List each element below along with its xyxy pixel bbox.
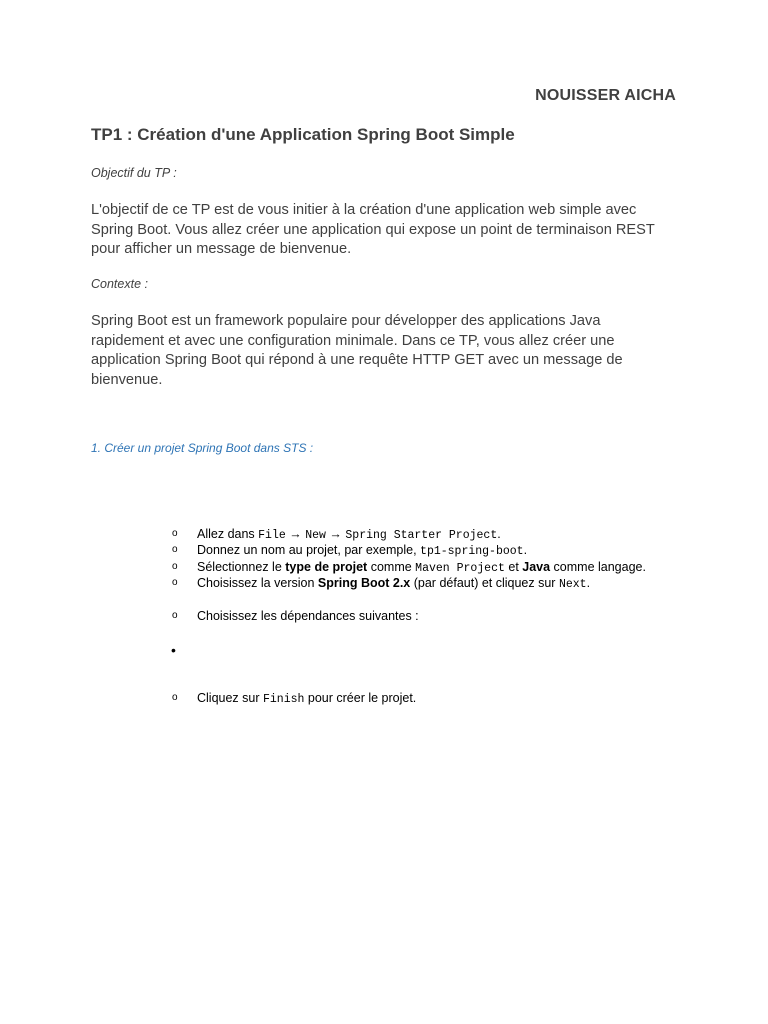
arrow-right-icon: → (285, 527, 306, 541)
list-item-empty (170, 642, 710, 658)
step-text: Donnez un nom au projet, par exemple, (197, 543, 421, 558)
project-name-code: tp1-spring-boot (420, 545, 524, 559)
step-text: Choisissez les dépendances suivantes : (197, 609, 419, 624)
maven-project-code: Maven Project (415, 561, 505, 575)
step-text: et (504, 559, 523, 574)
step-text: Choisissez la version (197, 575, 318, 590)
step-text: comme (367, 559, 416, 574)
arrow-right-icon: → (325, 527, 346, 541)
section-heading-1: 1. Créer un projet Spring Boot dans STS : (91, 441, 314, 455)
step-text: Cliquez sur (197, 691, 263, 706)
java-bold: Java (522, 559, 551, 574)
step-text: Sélectionnez le (197, 559, 286, 574)
menu-starter-code: Spring Starter Project (345, 529, 498, 542)
menu-file-code: File (258, 529, 286, 542)
circle-bullet-icon: o (172, 528, 178, 539)
bullet-dot-icon: • (171, 642, 176, 659)
circle-bullet-icon: o (172, 576, 178, 588)
list-item (170, 542, 710, 558)
contexte-label: Contexte : (91, 277, 148, 291)
contexte-paragraph: Spring Boot est un framework populaire pour développer des applications Java rapidement et avec une configuration minimale. Dans ce TP, vous allez créer une application Spring Boot qui répond à une requête HTTP GET avec un message de bienvenue. (91, 313, 623, 388)
list-item (170, 608, 710, 624)
steps-list (170, 526, 710, 707)
list-item (170, 690, 710, 706)
list-item (170, 575, 710, 591)
step-text: . (523, 543, 528, 558)
step-text: Allez dans (197, 527, 259, 541)
finish-button-code: Finish (263, 693, 305, 707)
circle-bullet-icon: o (172, 692, 178, 704)
step-text: . (586, 575, 591, 590)
step-text: comme langage. (550, 559, 646, 574)
circle-bullet-icon: o (172, 610, 178, 622)
list-item (170, 526, 710, 542)
step-text: pour créer le projet. (304, 691, 417, 706)
author-name: NOUISSER AICHA (535, 87, 676, 104)
objectif-paragraph: L'objectif de ce TP est de vous initier à la création d'une application web simple avec Spring Boot. Vous allez créer une application qui expose un point de terminaison REST pour afficher un message de bienvenue. (91, 202, 655, 257)
document-title: TP1 : Création d'une Application Spring Boot Simple (91, 125, 515, 144)
next-button-code: Next (558, 577, 587, 591)
objectif-label: Objectif du TP : (91, 166, 177, 180)
project-type-bold: type de projet (285, 559, 368, 574)
menu-new-code: New (305, 529, 326, 542)
circle-bullet-icon: o (172, 560, 178, 572)
step-text: (par défaut) et cliquez sur (410, 575, 559, 590)
spring-version-bold: Spring Boot 2.x (317, 575, 411, 590)
step-text: . (497, 527, 501, 541)
list-item (170, 559, 710, 575)
circle-bullet-icon: o (172, 544, 178, 556)
